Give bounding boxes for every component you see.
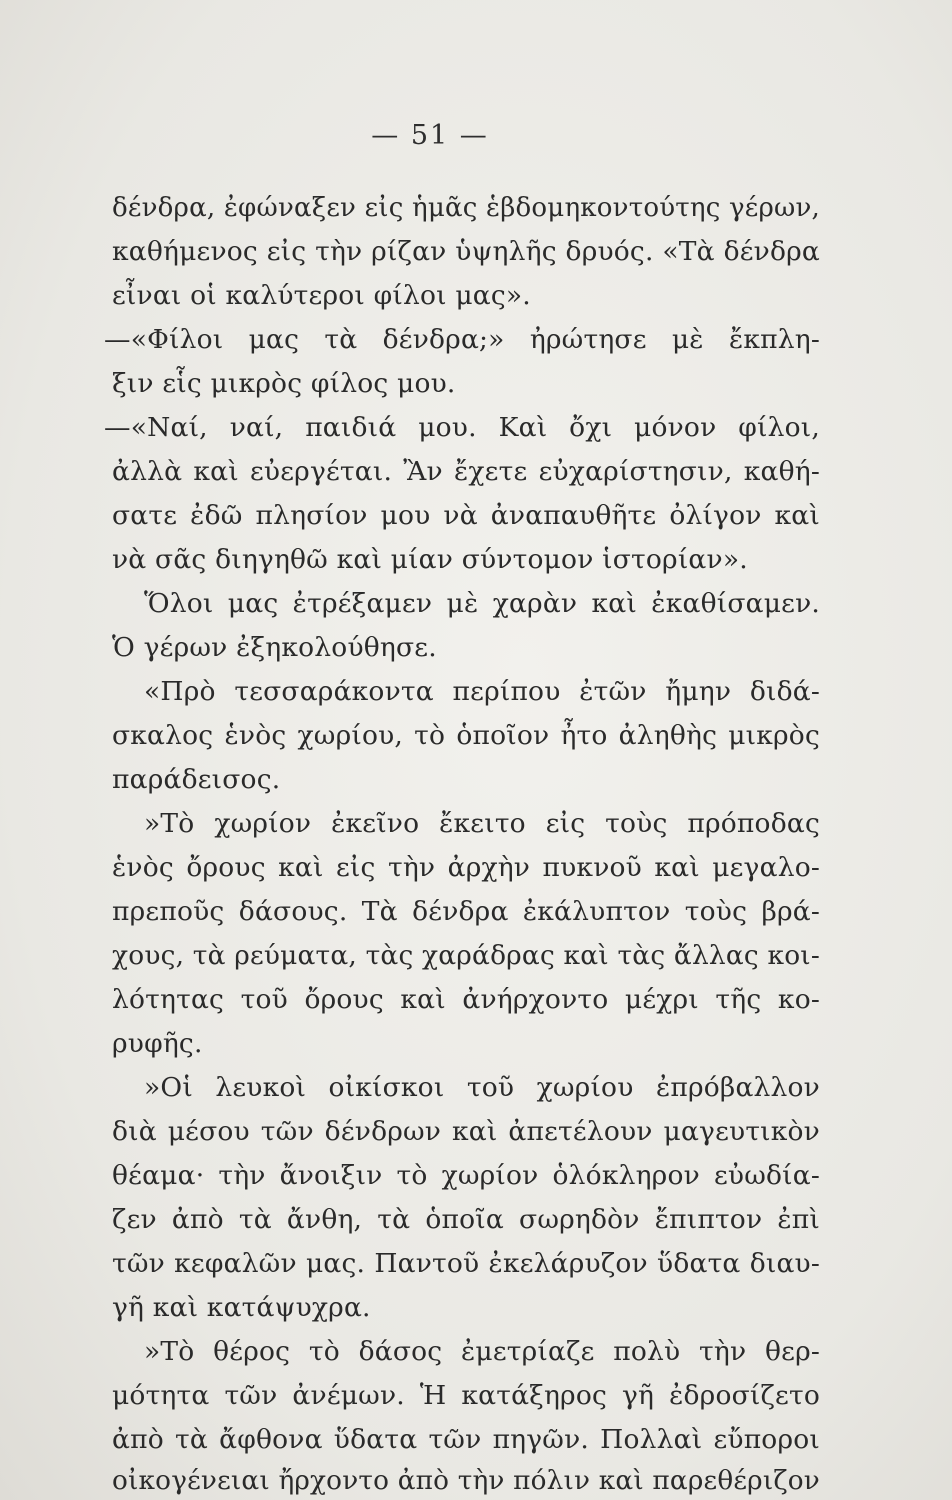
text-line: νὰ σᾶς διηγηθῶ καὶ μίαν σύντομον ἱστορίαν». <box>112 544 748 575</box>
text-line: μότητα τῶν ἀνέμων. Ἡ κατάξηρος γῆ ἐδροσίζετο <box>112 1380 820 1411</box>
text-line: παράδεισος. <box>112 764 281 795</box>
text-line: διὰ μέσου τῶν δένδρων καὶ ἀπετέλουν μαγευτικὸν <box>112 1116 820 1147</box>
text-line: οἰκογένειαι ἤρχοντο ἀπὸ τὴν πόλιν καὶ παρεθέριζον <box>112 1465 820 1496</box>
text-line: »Τὸ χωρίον ἐκεῖνο ἔκειτο εἰς τοὺς πρόποδας <box>144 808 820 839</box>
text-line: εἶναι οἱ καλύτεροι φίλοι μας». <box>112 280 531 311</box>
text-line: —«Φίλοι μας τὰ δένδρα;» ἠρώτησε μὲ ἔκπλη- <box>104 324 820 355</box>
text-line: Ὁ γέρων ἐξηκολούθησε. <box>112 632 437 663</box>
text-line: ξιν εἷς μικρὸς φίλος μου. <box>112 368 456 399</box>
text-line: »Οἱ λευκοὶ οἰκίσκοι τοῦ χωρίου ἐπρόβαλλον <box>144 1072 820 1103</box>
text-line: ζεν ἀπὸ τὰ ἄνθη, τὰ ὁποῖα σωρηδὸν ἔπιπτον ἐπὶ <box>112 1204 820 1235</box>
text-line: —«Ναί, ναί, παιδιά μου. Καὶ ὄχι μόνον φίλοι, <box>104 412 820 443</box>
text-line: σατε ἐδῶ πλησίον μου νὰ ἀναπαυθῆτε ὀλίγον καὶ <box>112 500 820 531</box>
text-line: χους, τὰ ρεύματα, τὰς χαράδρας καὶ τὰς ἄλλας κοι- <box>112 940 820 971</box>
text-line: ἑνὸς ὄρους καὶ εἰς τὴν ἀρχὴν πυκνοῦ καὶ μεγαλο- <box>112 852 820 883</box>
text-line: καθήμενος εἰς τὴν ρίζαν ὑψηλῆς δρυός. «Τὰ δένδρα <box>112 236 820 267</box>
text-line: τῶν κεφαλῶν μας. Παντοῦ ἐκελάρυζον ὕδατα διαυ- <box>112 1248 820 1279</box>
page-number: — 51 — <box>371 120 489 151</box>
text-line: γῆ καὶ κατάψυχρα. <box>112 1292 371 1323</box>
text-line: θέαμα· τὴν ἄνοιξιν τὸ χωρίον ὁλόκληρον εὐωδία- <box>112 1160 820 1191</box>
text-line: ἀλλὰ καὶ εὐεργέται. Ἂν ἔχετε εὐχαρίστησιν, καθή- <box>112 456 820 487</box>
text-line: ρυφῆς. <box>112 1028 203 1059</box>
text-line: «Πρὸ τεσσαράκοντα περίπου ἐτῶν ἤμην διδά- <box>144 676 820 707</box>
text-line: »Τὸ θέρος τὸ δάσος ἐμετρίαζε πολὺ τὴν θερ- <box>144 1336 820 1367</box>
text-line: σκαλος ἑνὸς χωρίου, τὸ ὁποῖον ἦτο ἀληθὴς μικρὸς <box>112 720 820 751</box>
text-line: λότητας τοῦ ὄρους καὶ ἀνήρχοντο μέχρι τῆς κο- <box>112 984 820 1015</box>
text-line: δένδρα, ἐφώναξεν εἰς ἡμᾶς ἑβδομηκοντούτης γέρων, <box>112 192 820 223</box>
text-line: ἀπὸ τὰ ἄφθονα ὕδατα τῶν πηγῶν. Πολλαὶ εὔποροι <box>112 1424 820 1455</box>
text-line: πρεποῦς δάσους. Τὰ δένδρα ἐκάλυπτον τοὺς βρά- <box>112 896 820 927</box>
text-line: Ὅλοι μας ἐτρέξαμεν μὲ χαρὰν καὶ ἐκαθίσαμεν. <box>144 588 820 619</box>
